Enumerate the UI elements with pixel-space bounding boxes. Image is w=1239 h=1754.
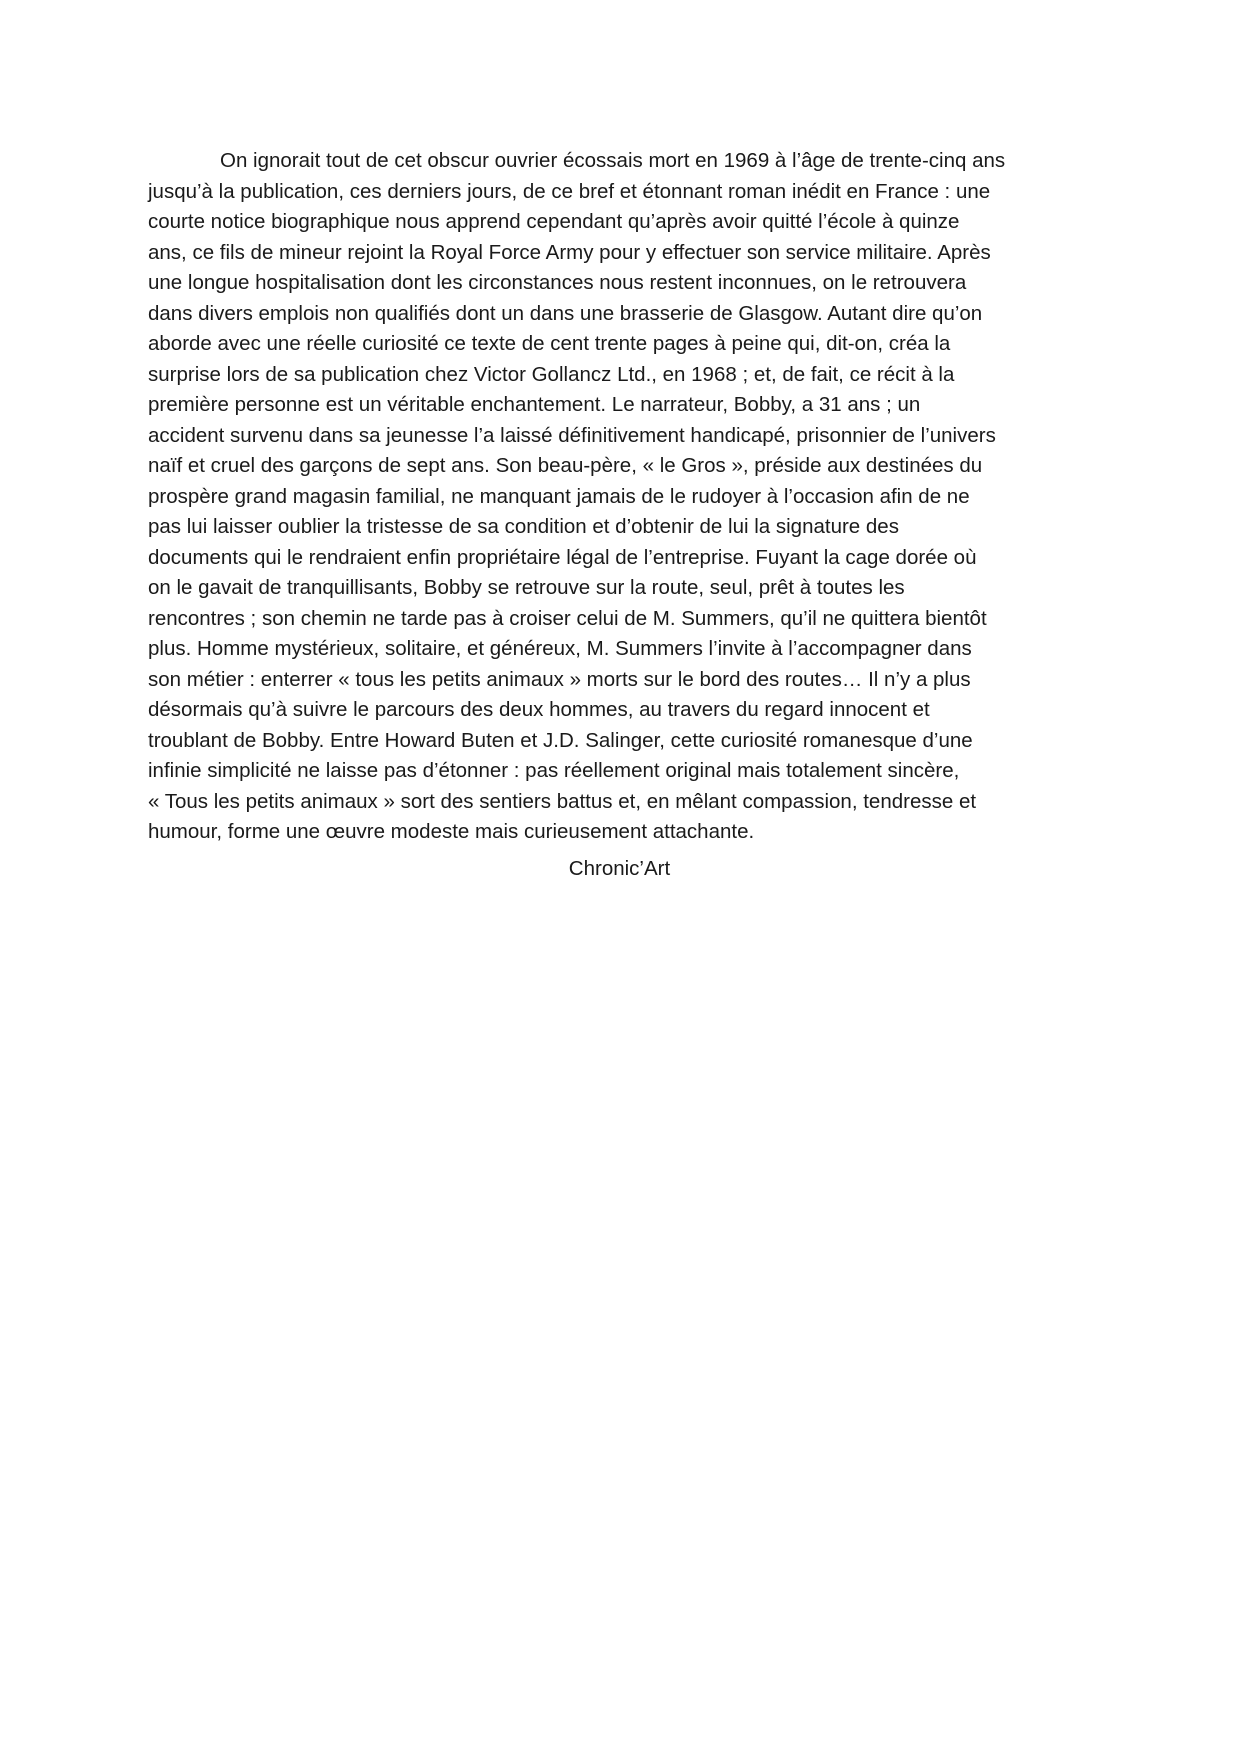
review-paragraph: [148, 146, 1098, 848]
paragraph-line: documents qui le rendraient enfin propriétaire légal de l’entreprise. Fuyant la cage dorée où: [148, 545, 977, 569]
paragraph-line: son métier : enterrer « tous les petits animaux » morts sur le bord des routes… Il n’y a plus: [148, 667, 971, 691]
paragraph-line: prospère grand magasin familial, ne manquant jamais de le rudoyer à l’occasion afin de ne: [148, 484, 970, 508]
paragraph-line: pas lui laisser oublier la tristesse de sa condition et d’obtenir de lui la signature des: [148, 515, 899, 538]
paragraph-line: rencontres ; son chemin ne tarde pas à croiser celui de M. Summers, qu’il ne quittera bientôt: [148, 606, 987, 630]
paragraph-line: naïf et cruel des garçons de sept ans. Son beau-père, « le Gros », préside aux destinées du: [148, 454, 983, 477]
paragraph-line: humour, forme une œuvre modeste mais curieusement attachante.: [148, 820, 755, 843]
paragraph-line: ans, ce fils de mineur rejoint la Royal Force Army pour y effectuer son service militaire. Après: [148, 240, 991, 264]
paragraph-line: désormais qu’à suivre le parcours des deux hommes, au travers du regard innocent et: [148, 698, 930, 721]
paragraph-line: une longue hospitalisation dont les circonstances nous restent inconnues, on le retrouvera: [148, 271, 967, 294]
paragraph-line: aborde avec une réelle curiosité ce texte de cent trente pages à peine qui, dit-on, créa la: [148, 332, 951, 355]
paragraph-line: plus. Homme mystérieux, solitaire, et généreux, M. Summers l’invite à l’accompagner dans: [148, 637, 972, 660]
paragraph-line: première personne est un véritable enchantement. Le narrateur, Bobby, a 31 ans ; un: [148, 393, 921, 416]
paragraph-line: On ignorait tout de cet obscur ouvrier écossais mort en 1969 à l’âge de trente-cinq ans: [220, 149, 1006, 172]
paragraph-line: accident survenu dans sa jeunesse l’a laissé définitivement handicapé, prisonnier de l’univers: [148, 423, 996, 447]
paragraph-line: courte notice biographique nous apprend cependant qu’après avoir quitté l’école à quinze: [148, 210, 960, 233]
paragraph-line: infinie simplicité ne laisse pas d’étonner : pas réellement original mais totalement sincère,: [148, 759, 960, 782]
paragraph-line: on le gavait de tranquillisants, Bobby se retrouve sur la route, seul, prêt à toutes les: [148, 576, 905, 599]
signature: Chronic’Art: [568, 857, 671, 880]
paragraph-line: jusqu’à la publication, ces derniers jours, de ce bref et étonnant roman inédit en France : une: [148, 179, 991, 203]
paragraph-line: troublant de Bobby. Entre Howard Buten et J.D. Salinger, cette curiosité romanesque d’une: [148, 728, 973, 752]
paragraph-line: surprise lors de sa publication chez Victor Gollancz Ltd., en 1968 ; et, de fait, ce récit à la: [148, 362, 955, 386]
paragraph-line: « Tous les petits animaux » sort des sentiers battus et, en mêlant compassion, tendresse et: [148, 789, 977, 813]
paragraph-line: dans divers emplois non qualifiés dont un dans une brasserie de Glasgow. Autant dire qu’on: [148, 301, 983, 325]
